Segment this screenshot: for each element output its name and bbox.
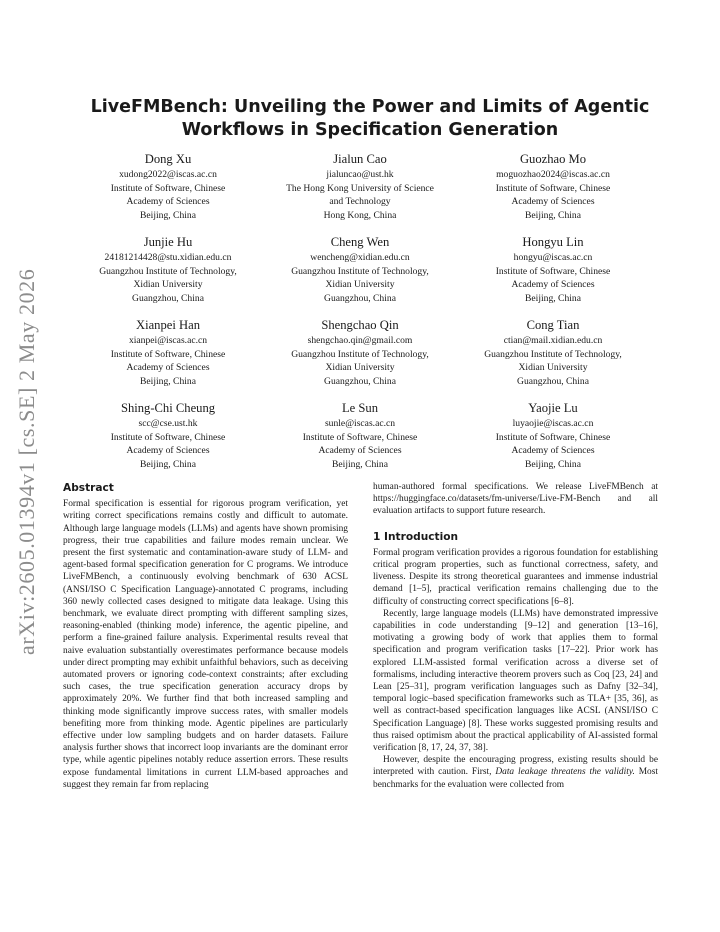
intro-paragraph: Recently, large language models (LLMs) have demonstrated impressive capabilities in code understanding [9–12] and generation [13–16], motivating a growing body of work that applies them to formal specification and program verification tasks [17–22]. Prior work has explored LLM-assisted formal verification across a diverse set of formalisms, including interactive theorem provers such as Coq [23, 24] and Lean [25–31], program verification languages such as Dafny [32–34], temporal logic–based specification frameworks such as TLA+ [35, 36], as well as contract-based specification languages like ACSL (ANSI/ISO C Specification Language) [8]. These works suggested promising results and thus raised optimism about the practical applicability of AI-assisted formal verification [8, 17, 24, 37, 38].: [373, 608, 658, 754]
author-affiliation: Institute of Software, Chinese: [495, 431, 611, 443]
author-affiliation: Academy of Sciences: [511, 196, 595, 208]
author-location: Beijing, China: [525, 458, 581, 470]
author-affiliation: Academy of Sciences: [318, 445, 402, 457]
author-location: Beijing, China: [140, 375, 196, 387]
author-email: ctian@mail.xidian.edu.cn: [503, 335, 603, 346]
author-location: Guangzhou, China: [324, 375, 396, 387]
abstract-continuation: human-authored formal specifications. We release LiveFMBench at https://huggingface.co/datasets/fm-universe/Live-FM-Bench and all evaluation artifacts to support future research.: [373, 482, 658, 517]
author-block: [68, 151, 268, 222]
author-affiliation: Institute of Software, Chinese: [495, 182, 611, 194]
author-name: Shing-Chi Cheung: [120, 401, 216, 415]
author-name: Junjie Hu: [143, 235, 193, 249]
author-location: Guangzhou, China: [132, 292, 204, 304]
author-email: luyaojie@iscas.ac.cn: [512, 418, 594, 429]
author-location: Beijing, China: [525, 209, 581, 221]
author-block: [68, 234, 268, 305]
author-block: [260, 234, 460, 305]
author-email: wencheng@xidian.edu.cn: [310, 252, 410, 263]
author-affiliation: Academy of Sciences: [126, 362, 210, 374]
author-email: hongyu@iscas.ac.cn: [513, 252, 593, 263]
right-column: [373, 481, 658, 791]
author-affiliation: Xidian University: [518, 362, 588, 374]
author-name: Cong Tian: [526, 318, 580, 332]
author-affiliation: Academy of Sciences: [126, 196, 210, 208]
abstract-text: Formal specification is essential for rigorous program verification, yet writing correct specifications remains costly and difficult to automate. Although large language models (LLMs) and agents have shown promising progress, their true capabilities and failure modes remain unclear. We present the first systematic and contamination-aware study of LLM- and agent-based formal specification generation for C programs. We introduce LiveFMBench, a continuously evolving benchmark of 630 ACSL (ANSI/ISO C Specification Language)-annotated C programs, including 360 newly collected cases designed to mitigate data leakage. Using this benchmark, we evaluate direct prompting with different sampling sizes, reasoning-enabled (thinking mode) inference, the agentic pipeline, and perform a fine-grained failure analysis. Experimental results reveal that naive evaluation substantially overestimates performance because models under direct prompting may exhibit unfaithful behaviors, such as deceiving automated provers or ignoring code-context constraints; after excluding such cases, the true specification generation accuracy drops by approximately 20%. We further find that both increased sampling and thinking mode significantly improve success rates, with smaller models benefiting more from thinking mode. Agentic pipelines are particularly effective under low sampling budgets and on harder datasets. Failure analysis further shows that incorrect loop invariants are the dominant error type, while agentic pipelines notably reduce assertion errors. These results expose fundamental limitations in current LLM-based approaches and suggest they remain far from replacing: [63, 499, 348, 790]
author-affiliation: Guangzhou Institute of Technology,: [484, 348, 622, 360]
author-affiliation: Guangzhou Institute of Technology,: [291, 348, 429, 360]
author-location: Guangzhou, China: [324, 292, 396, 304]
author-email: moguozhao2024@iscas.ac.cn: [496, 169, 610, 180]
intro-text: Most benchmarks for the evaluation were collected from: [373, 767, 658, 790]
intro-paragraph: Formal program verification provides a rigorous foundation for establishing critical program properties, such as functional correctness, safety, and liveness. Despite its strong theoretical guarantees and immense industrial demand [1–5], practical verification remains challenging due to the difficulty of constructing correct specifications [6–8].: [373, 547, 658, 607]
author-block: [260, 317, 460, 388]
intro-paragraph: [373, 754, 658, 791]
author-location: Beijing, China: [140, 458, 196, 470]
author-email: 24181214428@stu.xidian.edu.cn: [104, 252, 232, 263]
author-affiliation: Institute of Software, Chinese: [110, 348, 226, 360]
intro-emphasis: Data leakage threatens the validity.: [495, 767, 635, 778]
author-affiliation: Xidian University: [325, 362, 395, 374]
author-affiliation: Institute of Software, Chinese: [302, 431, 418, 443]
author-location: Guangzhou, China: [517, 375, 589, 387]
arxiv-identifier: arXiv:2605.01394v1 [cs.SE] 2 May 2026: [14, 268, 39, 655]
author-block: [453, 151, 653, 222]
author-location: Hong Kong, China: [323, 209, 397, 221]
author-name: Dong Xu: [144, 152, 192, 166]
author-location: Beijing, China: [525, 292, 581, 304]
author-name: Guozhao Mo: [519, 152, 587, 166]
author-affiliation: Academy of Sciences: [511, 445, 595, 457]
author-email: shengchao.qin@gmail.com: [307, 335, 413, 346]
author-block: [453, 234, 653, 305]
author-affiliation: Institute of Software, Chinese: [495, 265, 611, 277]
intro-text: However, despite the encouraging progress, existing results should be interpreted with caution. First,: [373, 755, 658, 778]
author-email: xudong2022@iscas.ac.cn: [119, 169, 217, 180]
author-name: Hongyu Lin: [522, 235, 584, 249]
author-block: [260, 400, 460, 471]
abstract-section: [63, 482, 348, 791]
author-affiliation: Xidian University: [133, 279, 203, 291]
author-block: [453, 317, 653, 388]
author-email: sunle@iscas.ac.cn: [324, 418, 396, 429]
author-location: Beijing, China: [332, 458, 388, 470]
author-affiliation: Institute of Software, Chinese: [110, 182, 226, 194]
author-email: xianpei@iscas.ac.cn: [128, 335, 208, 346]
abstract-heading: Abstract: [63, 482, 114, 494]
author-affiliation: and Technology: [329, 196, 391, 208]
paper-title: LiveFMBench: Unveiling the Power and Limits of Agentic Workflows in Specification Generation: [90, 97, 650, 140]
author-name: Shengchao Qin: [321, 318, 399, 332]
author-block: [260, 151, 460, 222]
author-name: Xianpei Han: [136, 318, 200, 332]
introduction-heading: 1 Introduction: [373, 530, 459, 543]
author-block: [68, 317, 268, 388]
author-location: Beijing, China: [140, 209, 196, 221]
author-email: scc@cse.ust.hk: [138, 418, 198, 429]
author-affiliation: Academy of Sciences: [511, 279, 595, 291]
author-name: Le Sun: [341, 401, 379, 415]
author-affiliation: Guangzhou Institute of Technology,: [291, 265, 429, 277]
author-affiliation: Academy of Sciences: [126, 445, 210, 457]
author-name: Yaojie Lu: [528, 401, 578, 415]
author-affiliation: Institute of Software, Chinese: [110, 431, 226, 443]
author-affiliation: Xidian University: [325, 279, 395, 291]
author-email: jialuncao@ust.hk: [326, 169, 394, 180]
author-name: Jialun Cao: [333, 152, 387, 166]
author-affiliation: Guangzhou Institute of Technology,: [99, 265, 237, 277]
author-block: [68, 400, 268, 471]
author-block: [453, 400, 653, 471]
author-affiliation: The Hong Kong University of Science: [286, 182, 434, 194]
author-name: Cheng Wen: [330, 235, 390, 249]
